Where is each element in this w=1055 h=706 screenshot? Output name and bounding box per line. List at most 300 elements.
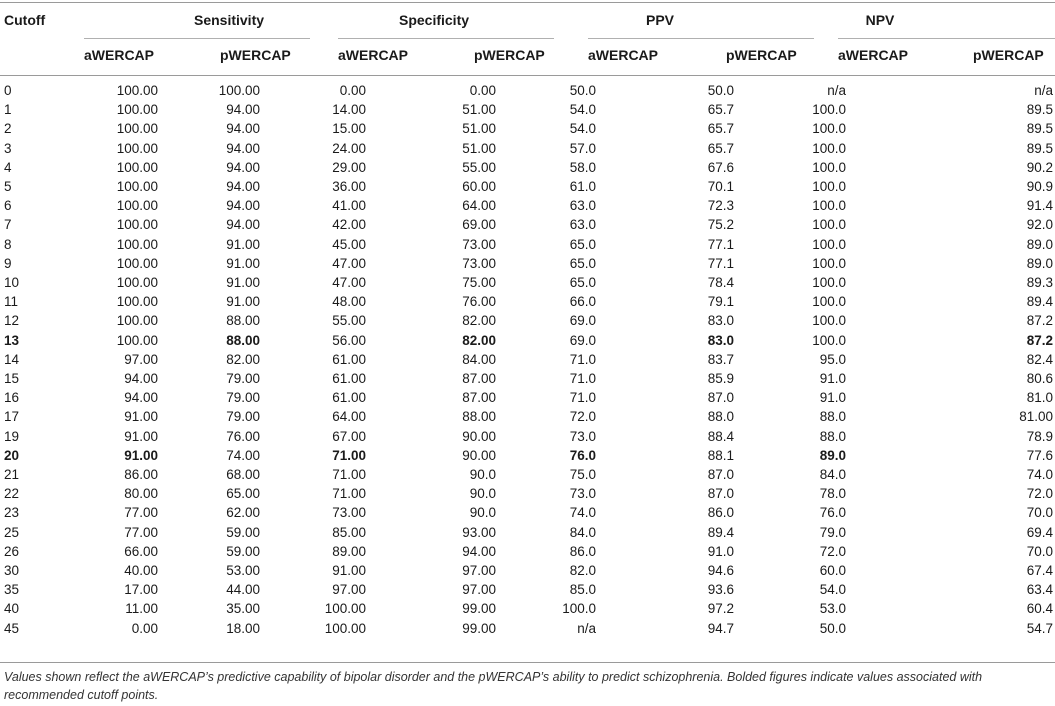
value-cell: n/a <box>827 83 846 98</box>
value-cell: 90.2 <box>1026 159 1053 175</box>
value-cell: 42.00 <box>332 217 366 233</box>
value-cell: 100.0 <box>812 275 846 291</box>
cutoff-cell: 2 <box>4 121 12 137</box>
value-cell: 85.0 <box>569 582 596 598</box>
value-cell: 100.00 <box>116 255 158 271</box>
value-cell: 90.9 <box>1026 179 1053 195</box>
value-cell: 100.0 <box>562 601 596 617</box>
value-cell: 65.00 <box>226 486 260 502</box>
value-cell: 89.4 <box>707 524 734 540</box>
value-cell: 65.7 <box>707 102 734 118</box>
value-cell: 97.00 <box>462 582 496 598</box>
table-row <box>0 158 1055 177</box>
table-row <box>0 119 1055 138</box>
value-cell: 97.2 <box>707 601 734 617</box>
value-cell: 82.00 <box>226 351 260 367</box>
value-cell: 80.6 <box>1026 371 1053 387</box>
value-cell: 88.00 <box>226 332 260 348</box>
value-cell: 73.0 <box>569 486 596 502</box>
table-row <box>0 503 1055 522</box>
value-cell: 61.0 <box>569 179 596 195</box>
cutoff-cell: 26 <box>4 543 20 559</box>
cutoff-cell: 21 <box>4 467 20 483</box>
value-cell: 89.4 <box>1026 294 1053 310</box>
value-cell: 61.00 <box>332 371 366 387</box>
subheader-spec-p: pWERCAP <box>474 47 545 63</box>
value-cell: 54.7 <box>1026 620 1053 636</box>
value-cell: 91.00 <box>124 447 158 463</box>
value-cell: 89.0 <box>1026 236 1053 252</box>
cutoff-cell: 5 <box>4 179 12 195</box>
value-cell: 87.0 <box>707 467 734 483</box>
value-cell: 91.00 <box>124 428 158 444</box>
value-cell: 94.00 <box>462 543 496 559</box>
value-cell: 87.0 <box>707 390 734 406</box>
value-cell: n/a <box>577 620 596 636</box>
ppv-underline <box>588 38 814 39</box>
value-cell: 47.00 <box>332 275 366 291</box>
value-cell: 70.1 <box>707 179 734 195</box>
value-cell: 100.0 <box>812 236 846 252</box>
value-cell: 83.7 <box>707 351 734 367</box>
cutoff-cell: 1 <box>4 102 12 118</box>
value-cell: 47.00 <box>332 255 366 271</box>
value-cell: 100.0 <box>812 102 846 118</box>
value-cell: 67.4 <box>1026 563 1053 579</box>
table-row <box>0 619 1055 638</box>
bottom-rule <box>0 662 1055 663</box>
value-cell: 75.00 <box>462 275 496 291</box>
value-cell: 76.00 <box>226 428 260 444</box>
value-cell: 100.0 <box>812 198 846 214</box>
value-cell: 91.4 <box>1026 198 1053 214</box>
cutoff-cell: 17 <box>4 409 20 425</box>
value-cell: 51.00 <box>462 102 496 118</box>
value-cell: 55.00 <box>462 159 496 175</box>
value-cell: 70.0 <box>1026 543 1053 559</box>
npv-underline <box>838 38 1055 39</box>
value-cell: 50.0 <box>569 83 596 98</box>
value-cell: 36.00 <box>332 179 366 195</box>
cutoff-cell: 25 <box>4 524 20 540</box>
value-cell: 88.0 <box>707 409 734 425</box>
value-cell: 91.0 <box>819 371 846 387</box>
value-cell: 72.0 <box>819 543 846 559</box>
value-cell: 91.0 <box>819 390 846 406</box>
table-footnote: Values shown reflect the aWERCAP’s predictive capability of bipolar disorder and the pWERCAP’s ability to predict schizophrenia. Bolded figures indicate values associated with recommended cutoff points. <box>4 670 983 702</box>
value-cell: 81.00 <box>1019 409 1053 425</box>
value-cell: 75.0 <box>569 467 596 483</box>
value-cell: 65.0 <box>569 275 596 291</box>
value-cell: 35.00 <box>226 601 260 617</box>
table-row <box>0 100 1055 119</box>
value-cell: 82.00 <box>462 313 496 329</box>
cutoff-cell: 6 <box>4 198 12 214</box>
value-cell: 59.00 <box>226 543 260 559</box>
subheader-npv-p: pWERCAP <box>973 47 1044 63</box>
value-cell: 91.00 <box>226 255 260 271</box>
value-cell: 60.00 <box>462 179 496 195</box>
table-row <box>0 292 1055 311</box>
value-cell: 76.0 <box>819 505 846 521</box>
value-cell: 65.7 <box>707 121 734 137</box>
value-cell: 91.00 <box>226 275 260 291</box>
value-cell: 100.00 <box>116 102 158 118</box>
table-row <box>0 196 1055 215</box>
table-row <box>0 523 1055 542</box>
value-cell: 93.6 <box>707 582 734 598</box>
value-cell: 94.7 <box>707 620 734 636</box>
value-cell: 90.0 <box>469 505 496 521</box>
cutoff-cell: 3 <box>4 140 12 156</box>
header-ppv: PPV <box>645 12 674 28</box>
value-cell: 100.00 <box>116 275 158 291</box>
value-cell: 73.00 <box>332 505 366 521</box>
value-cell: 100.00 <box>116 198 158 214</box>
subheader-ppv-a: aWERCAP <box>588 47 659 63</box>
value-cell: 62.00 <box>226 505 260 521</box>
cutoff-cell: 45 <box>4 620 20 636</box>
value-cell: 94.00 <box>226 198 260 214</box>
value-cell: 91.00 <box>124 409 158 425</box>
header-rule <box>0 75 1055 76</box>
header-specificity: Specificity <box>398 12 470 28</box>
value-cell: 77.1 <box>707 236 734 252</box>
cutoff-cell: 16 <box>4 390 20 406</box>
table-row <box>0 369 1055 388</box>
value-cell: 76.0 <box>569 447 596 463</box>
table-row <box>0 561 1055 580</box>
value-cell: 100.0 <box>812 294 846 310</box>
value-cell: 63.0 <box>569 217 596 233</box>
cutoff-cell: 10 <box>4 275 20 291</box>
value-cell: 97.00 <box>462 563 496 579</box>
value-cell: 79.00 <box>226 371 260 387</box>
value-cell: 100.0 <box>812 332 846 348</box>
value-cell: 24.00 <box>332 140 366 156</box>
value-cell: 58.0 <box>569 159 596 175</box>
value-cell: 71.0 <box>569 371 596 387</box>
table-row <box>0 484 1055 503</box>
value-cell: 18.00 <box>226 620 260 636</box>
value-cell: 57.0 <box>569 140 596 156</box>
value-cell: 67.6 <box>707 159 734 175</box>
value-cell: 72.0 <box>569 409 596 425</box>
value-cell: 94.00 <box>226 179 260 195</box>
table-row <box>0 407 1055 426</box>
value-cell: 64.00 <box>462 198 496 214</box>
value-cell: 71.0 <box>569 351 596 367</box>
value-cell: 100.00 <box>116 217 158 233</box>
value-cell: 66.0 <box>569 294 596 310</box>
value-cell: 69.00 <box>462 217 496 233</box>
value-cell: 87.2 <box>1026 313 1053 329</box>
table-row <box>0 254 1055 273</box>
value-cell: 67.00 <box>332 428 366 444</box>
value-cell: 15.00 <box>332 121 366 137</box>
table-row <box>0 599 1055 618</box>
table-row <box>0 311 1055 330</box>
value-cell: 100.00 <box>218 83 260 98</box>
value-cell: 100.00 <box>116 332 158 348</box>
value-cell: 88.00 <box>462 409 496 425</box>
value-cell: 59.00 <box>226 524 260 540</box>
value-cell: 91.00 <box>332 563 366 579</box>
value-cell: 80.00 <box>124 486 158 502</box>
value-cell: 90.00 <box>462 428 496 444</box>
value-cell: 86.0 <box>569 543 596 559</box>
value-cell: 100.00 <box>116 121 158 137</box>
value-cell: 90.0 <box>469 486 496 502</box>
value-cell: 73.00 <box>462 236 496 252</box>
value-cell: 77.1 <box>707 255 734 271</box>
value-cell: 72.0 <box>1026 486 1053 502</box>
value-cell: 70.0 <box>1026 505 1053 521</box>
value-cell: 44.00 <box>226 582 260 598</box>
value-cell: 89.0 <box>1026 255 1053 271</box>
value-cell: 100.0 <box>812 179 846 195</box>
value-cell: 66.00 <box>124 543 158 559</box>
subheader-npv-a: aWERCAP <box>838 47 909 63</box>
value-cell: 56.00 <box>332 332 366 348</box>
header-cutoff: Cutoff <box>4 12 46 28</box>
value-cell: 41.00 <box>332 198 366 214</box>
value-cell: 88.0 <box>819 409 846 425</box>
value-cell: 86.00 <box>124 467 158 483</box>
value-cell: 48.00 <box>332 294 366 310</box>
value-cell: 60.4 <box>1026 601 1053 617</box>
value-cell: 93.00 <box>462 524 496 540</box>
value-cell: 55.00 <box>332 313 366 329</box>
value-cell: 0.00 <box>469 83 496 98</box>
value-cell: 94.00 <box>226 102 260 118</box>
value-cell: 92.0 <box>1026 217 1053 233</box>
value-cell: 100.00 <box>116 83 158 98</box>
cutoff-cell: 4 <box>4 159 12 175</box>
value-cell: 71.0 <box>569 390 596 406</box>
value-cell: 63.0 <box>569 198 596 214</box>
table-row <box>0 580 1055 599</box>
cutoff-cell: 40 <box>4 601 20 617</box>
subheader-ppv-p: pWERCAP <box>726 47 797 63</box>
cutoff-cell: 23 <box>4 505 20 521</box>
data-table <box>0 81 1055 638</box>
cutoff-cell: 11 <box>4 294 19 310</box>
table-row <box>0 388 1055 407</box>
value-cell: 76.00 <box>462 294 496 310</box>
value-cell: 82.0 <box>569 563 596 579</box>
sensitivity-underline <box>84 38 310 39</box>
cutoff-cell: 12 <box>4 313 20 329</box>
table-row <box>0 331 1055 350</box>
value-cell: 64.00 <box>332 409 366 425</box>
value-cell: 79.00 <box>226 409 260 425</box>
value-cell: 94.00 <box>226 121 260 137</box>
value-cell: 100.00 <box>116 140 158 156</box>
value-cell: 75.2 <box>707 217 734 233</box>
value-cell: 89.0 <box>819 447 846 463</box>
cutoff-cell: 9 <box>4 255 12 271</box>
value-cell: 89.3 <box>1026 275 1053 291</box>
table-row <box>0 139 1055 158</box>
table-row <box>0 273 1055 292</box>
header-sensitivity: Sensitivity <box>193 12 265 28</box>
value-cell: 73.00 <box>462 255 496 271</box>
value-cell: 71.00 <box>332 467 366 483</box>
value-cell: 54.0 <box>819 582 846 598</box>
value-cell: 65.0 <box>569 255 596 271</box>
value-cell: 61.00 <box>332 351 366 367</box>
value-cell: 91.0 <box>707 543 734 559</box>
value-cell: 99.00 <box>462 601 496 617</box>
table-row <box>0 465 1055 484</box>
cutoff-cell: 8 <box>4 236 12 252</box>
value-cell: 100.00 <box>116 313 158 329</box>
top-rule <box>0 2 1055 3</box>
value-cell: 14.00 <box>332 102 366 118</box>
value-cell: 50.0 <box>707 83 734 98</box>
value-cell: 97.00 <box>332 582 366 598</box>
value-cell: 11.00 <box>125 601 158 617</box>
value-cell: 99.00 <box>462 620 496 636</box>
value-cell: 87.2 <box>1026 332 1053 348</box>
value-cell: 71.00 <box>332 486 366 502</box>
value-cell: 86.0 <box>707 505 734 521</box>
value-cell: 88.00 <box>226 313 260 329</box>
value-cell: 91.00 <box>226 236 260 252</box>
value-cell: 88.0 <box>819 428 846 444</box>
value-cell: 84.0 <box>569 524 596 540</box>
cutoff-cell: 30 <box>4 563 20 579</box>
value-cell: 100.0 <box>812 217 846 233</box>
value-cell: 84.00 <box>462 351 496 367</box>
value-cell: 90.00 <box>462 447 496 463</box>
cutoff-cell: 14 <box>4 351 20 367</box>
value-cell: 94.00 <box>226 217 260 233</box>
value-cell: 89.5 <box>1026 121 1053 137</box>
cutoff-cell: 0 <box>4 83 12 98</box>
value-cell: 89.5 <box>1026 102 1053 118</box>
table-row <box>0 350 1055 369</box>
value-cell: 68.00 <box>226 467 260 483</box>
table-row <box>0 446 1055 465</box>
value-cell: 74.00 <box>226 447 260 463</box>
value-cell: 17.00 <box>124 582 158 598</box>
value-cell: 95.0 <box>819 351 846 367</box>
value-cell: 94.00 <box>226 140 260 156</box>
subheader-spec-a: aWERCAP <box>338 47 409 63</box>
subheader-sens-a: aWERCAP <box>84 47 155 63</box>
value-cell: 69.4 <box>1026 524 1053 540</box>
value-cell: 90.0 <box>469 467 496 483</box>
value-cell: 40.00 <box>124 563 158 579</box>
cutoff-cell: 35 <box>4 582 20 598</box>
value-cell: 29.00 <box>332 159 366 175</box>
value-cell: 89.00 <box>332 543 366 559</box>
value-cell: 79.1 <box>707 294 734 310</box>
value-cell: 61.00 <box>332 390 366 406</box>
value-cell: 89.5 <box>1026 140 1053 156</box>
value-cell: 74.0 <box>1026 467 1053 483</box>
value-cell: 77.00 <box>124 505 158 521</box>
value-cell: 100.0 <box>812 255 846 271</box>
value-cell: 63.4 <box>1026 582 1053 598</box>
value-cell: 88.1 <box>707 447 734 463</box>
value-cell: 100.00 <box>116 236 158 252</box>
value-cell: 87.00 <box>462 371 496 387</box>
value-cell: 91.00 <box>226 294 260 310</box>
header-npv: NPV <box>865 12 895 28</box>
value-cell: 73.0 <box>569 428 596 444</box>
value-cell: 88.4 <box>707 428 734 444</box>
value-cell: 79.00 <box>226 390 260 406</box>
value-cell: 100.00 <box>116 294 158 310</box>
value-cell: 53.0 <box>819 601 846 617</box>
value-cell: 50.0 <box>819 620 846 636</box>
value-cell: 94.00 <box>124 371 158 387</box>
value-cell: 72.3 <box>707 198 734 214</box>
value-cell: 69.0 <box>569 332 596 348</box>
value-cell: 54.0 <box>569 102 596 118</box>
value-cell: 74.0 <box>569 505 596 521</box>
value-cell: 100.0 <box>812 121 846 137</box>
value-cell: 100.00 <box>324 620 366 636</box>
cutoff-cell: 20 <box>4 447 20 463</box>
value-cell: 94.00 <box>124 390 158 406</box>
cutoff-cell: 19 <box>4 428 20 444</box>
value-cell: 82.00 <box>462 332 496 348</box>
value-cell: 100.00 <box>116 179 158 195</box>
table-row <box>0 177 1055 196</box>
value-cell: 0.00 <box>131 620 158 636</box>
value-cell: 77.6 <box>1026 447 1053 463</box>
value-cell: 85.00 <box>332 524 366 540</box>
value-cell: 100.0 <box>812 313 846 329</box>
value-cell: n/a <box>1034 83 1053 98</box>
value-cell: 87.00 <box>462 390 496 406</box>
value-cell: 100.0 <box>812 159 846 175</box>
value-cell: 51.00 <box>462 121 496 137</box>
value-cell: 65.0 <box>569 236 596 252</box>
value-cell: 0.00 <box>339 83 366 98</box>
value-cell: 81.0 <box>1026 390 1053 406</box>
subheader-sens-p: pWERCAP <box>220 47 291 63</box>
value-cell: 65.7 <box>707 140 734 156</box>
value-cell: 87.0 <box>707 486 734 502</box>
table-row <box>0 235 1055 254</box>
value-cell: 60.0 <box>819 563 846 579</box>
value-cell: 78.9 <box>1026 428 1053 444</box>
value-cell: 84.0 <box>819 467 846 483</box>
value-cell: 82.4 <box>1026 351 1053 367</box>
value-cell: 78.4 <box>707 275 734 291</box>
value-cell: 54.0 <box>569 121 596 137</box>
value-cell: 85.9 <box>707 371 734 387</box>
value-cell: 100.00 <box>324 601 366 617</box>
cutoff-cell: 22 <box>4 486 20 502</box>
value-cell: 71.00 <box>332 447 366 463</box>
cutoff-cell: 15 <box>4 371 20 387</box>
value-cell: 94.00 <box>226 159 260 175</box>
value-cell: 78.0 <box>819 486 846 502</box>
value-cell: 94.6 <box>707 563 734 579</box>
value-cell: 83.0 <box>707 313 734 329</box>
cutoff-cell: 7 <box>4 217 12 233</box>
cutoff-cell: 13 <box>4 332 20 348</box>
value-cell: 45.00 <box>332 236 366 252</box>
value-cell: 77.00 <box>124 524 158 540</box>
value-cell: 100.00 <box>116 159 158 175</box>
